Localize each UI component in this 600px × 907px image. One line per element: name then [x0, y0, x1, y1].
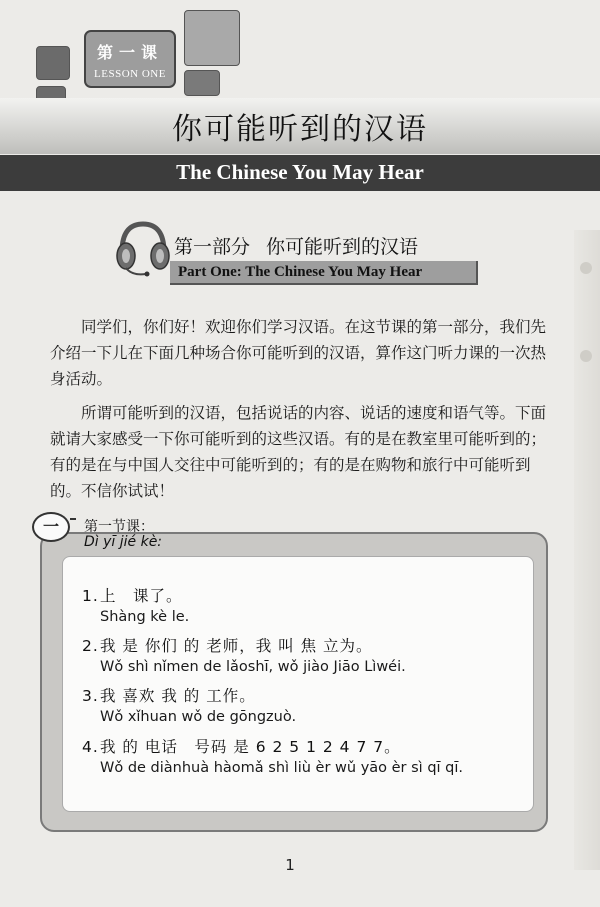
sentence-pinyin: Wǒ de diànhuà hàomǎ shì liù èr wǔ yāo èr sì qī qī.: [100, 760, 464, 776]
sentence-pinyin: Wǒ shì nǐmen de lǎoshī, wǒ jiào Jiāo Lìwéi.: [100, 659, 406, 675]
sentence-number: 2.: [82, 637, 99, 655]
sentence-pinyin: Shàng kè le.: [100, 609, 190, 625]
sentence-item: [82, 684, 502, 725]
sentence-cn: 我 的 电话 号码 是 6 2 5 1 2 4 7 7。: [100, 738, 401, 756]
page-number: 1: [285, 856, 295, 874]
sentence-cn: 我 喜欢 我 的 工作。: [100, 687, 256, 705]
sentence-number: 3.: [82, 687, 99, 705]
part-heading-en: Part One: The Chinese You May Hear: [170, 261, 478, 285]
sentence-item: [82, 634, 502, 675]
edge-dot: [580, 350, 592, 362]
decor-square: [184, 10, 240, 66]
sentence-cn: 上 课了。: [100, 587, 183, 605]
intro-paragraph: 所谓可能听到的汉语，包括说话的内容、说话的速度和语气等。下面就请大家感受一下你可能听到的这些汉语。有的是在教室里可能听到的；有的是在与中国人交往中可能听到的；有的是在购物和旅行中可能听到的。不信你试试！: [50, 404, 547, 500]
lesson-badge: [84, 30, 176, 88]
part-heading-cn: [174, 232, 418, 259]
sentence-cn: 我 是 你们 的 老师，我 叫 焦 立为。: [100, 637, 373, 655]
section-title-cn: 第一节课：: [84, 519, 154, 535]
page-edge-strip: [574, 230, 600, 870]
headphones-icon: [112, 218, 174, 278]
decor-square: [184, 70, 220, 96]
section-marker: 一: [32, 512, 70, 542]
sentence-pinyin: Wǒ xǐhuan wǒ de gōngzuò.: [100, 709, 297, 725]
lesson-label-en: LESSON ONE: [94, 68, 166, 80]
sentence-item: [82, 584, 502, 625]
section-title-pinyin: Dì yī jié kè:: [84, 534, 163, 550]
sentence-number: 1.: [82, 587, 99, 605]
lesson-label-cn: 第一课: [96, 43, 163, 62]
part-title-cn: 你可能听到的汉语: [266, 236, 419, 258]
section-marker-line: [70, 518, 76, 520]
intro-paragraph: 同学们，你们好！欢迎你们学习汉语。在这节课的第一部分，我们先介绍一下儿在下面几种场合你可能听到的汉语，算作这门听力课的一次热身活动。: [50, 318, 547, 388]
part-label-cn: 第一部分: [174, 236, 251, 258]
page-title: 你可能听到的汉语: [172, 112, 428, 147]
english-title: The Chinese You May Hear: [176, 160, 424, 184]
decor-square: [36, 46, 70, 80]
sentence-item: [82, 735, 502, 776]
sentence-number: 4.: [82, 738, 99, 756]
edge-dot: [580, 262, 592, 274]
